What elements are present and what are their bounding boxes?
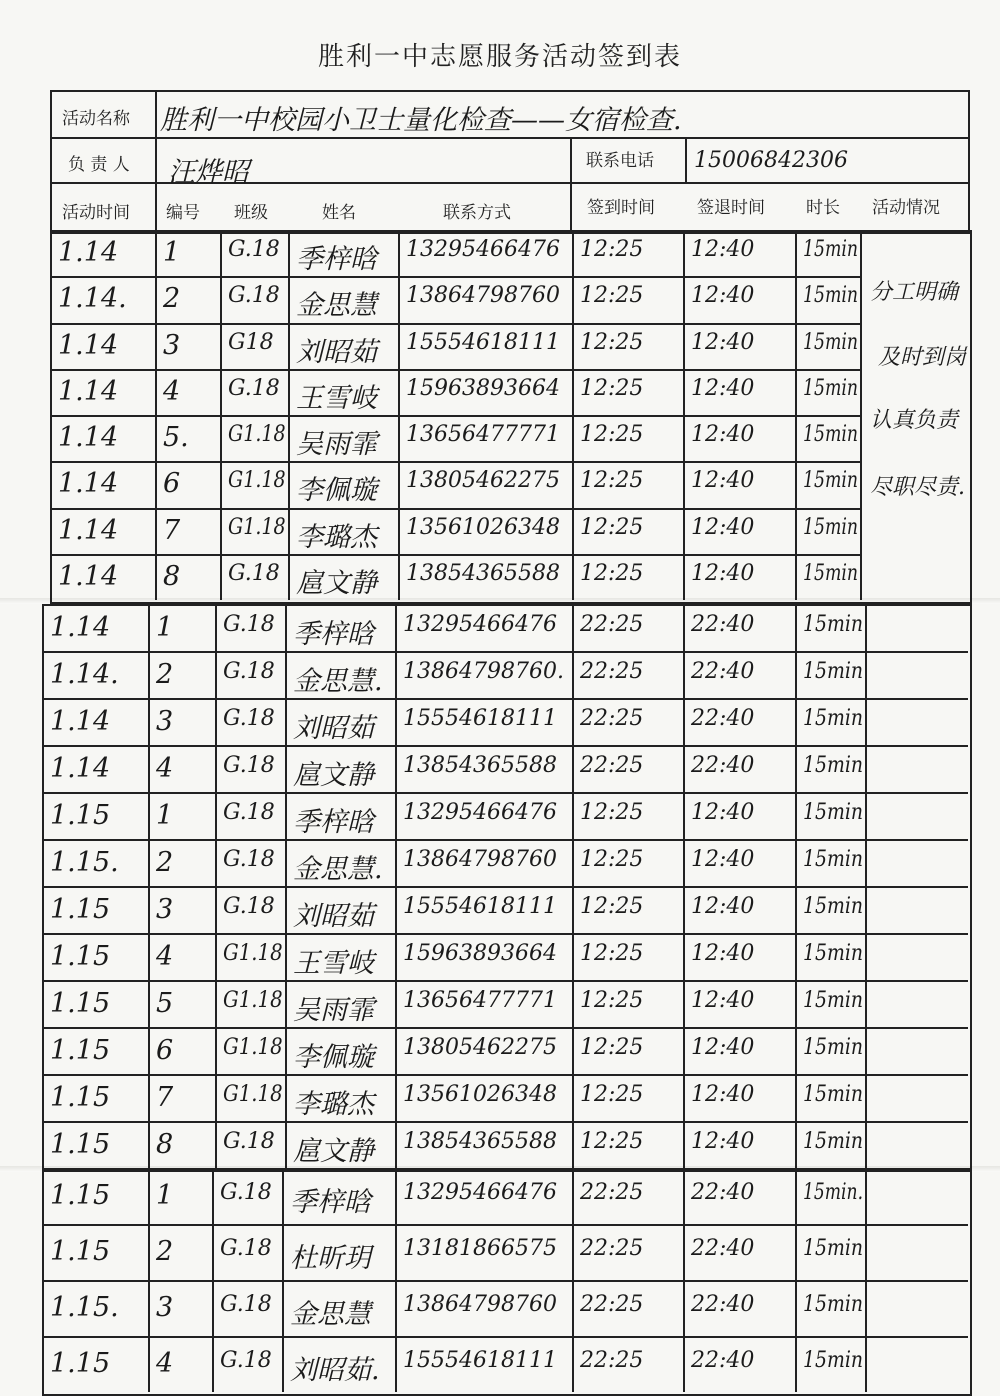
contact-cell: 13864798760 <box>403 1292 557 1317</box>
name-cell: 季梓晗 <box>290 1187 371 1218</box>
sign-in-cell: 22:25 <box>580 1236 644 1261</box>
class-cell: G.18 <box>223 846 275 872</box>
name-cell: 王雪岐 <box>293 947 374 979</box>
duration-cell: 15min <box>803 560 859 586</box>
activity-summary-line: 尽职尽责. <box>870 475 965 500</box>
class-cell: G.18 <box>220 1236 272 1261</box>
class-cell: G1.18 <box>223 1034 283 1060</box>
number-cell: 6 <box>156 1034 174 1066</box>
sign-in-cell: 12:25 <box>580 1034 644 1060</box>
contact-cell: 15554618111 <box>406 329 560 355</box>
contact-cell: 13805462275 <box>403 1034 557 1060</box>
number-cell: 4 <box>156 1348 174 1379</box>
name-cell: 季梓晗 <box>296 244 377 276</box>
sign-out-cell: 22:40 <box>691 1348 755 1373</box>
number-cell: 1 <box>156 611 174 643</box>
row-divider <box>50 554 860 556</box>
header-divider <box>50 137 968 139</box>
column-header-number: 编号 <box>166 203 200 223</box>
number-cell: 3 <box>156 893 174 925</box>
name-cell: 吴雨霏 <box>296 429 377 461</box>
column-header-duration: 时长 <box>806 198 840 218</box>
duration-cell: 15min <box>803 705 864 731</box>
name-cell: 杜昕玥 <box>290 1243 371 1274</box>
duration-cell: 15min <box>803 1081 864 1107</box>
contact-cell: 13295466476 <box>403 1180 557 1205</box>
contact-cell: 13295466476 <box>403 799 557 825</box>
column-header-name: 姓名 <box>322 203 356 223</box>
page-title: 胜利一中志愿服务活动签到表 <box>317 42 682 72</box>
duration-cell: 15min <box>803 1348 864 1373</box>
class-cell: G.18 <box>220 1348 272 1373</box>
number-cell: 1 <box>156 799 174 831</box>
row-divider <box>42 792 968 794</box>
sign-in-cell: 12:25 <box>580 940 644 966</box>
duration-cell: 15min <box>803 846 864 872</box>
row-divider <box>42 1121 968 1123</box>
sign-in-cell: 12:25 <box>580 468 644 494</box>
sign-out-cell: 12:40 <box>691 375 755 401</box>
sign-out-cell: 12:40 <box>691 846 755 872</box>
date-cell: 1.14. <box>58 283 127 315</box>
activity-summary-line: 分工明确 <box>870 280 959 305</box>
sign-in-cell: 22:25 <box>580 752 644 778</box>
class-cell: G.18 <box>223 611 275 637</box>
sign-out-cell: 12:40 <box>691 237 755 263</box>
column-header-sign-in: 签到时间 <box>587 198 655 218</box>
duration-cell: 15min <box>803 422 859 448</box>
number-cell: 1 <box>156 1180 174 1211</box>
date-cell: 1.14 <box>58 329 119 361</box>
date-cell: 1.14 <box>58 422 119 454</box>
duration-cell: 15min <box>803 611 864 637</box>
row-divider <box>42 1224 968 1226</box>
number-cell: 3 <box>163 329 181 361</box>
sign-in-cell: 12:25 <box>580 514 644 540</box>
row-divider <box>42 1336 968 1338</box>
row-divider <box>42 698 968 700</box>
sign-out-cell: 12:40 <box>691 283 755 309</box>
name-cell: 金思慧 <box>290 1299 371 1330</box>
sign-out-cell: 12:40 <box>691 893 755 919</box>
duration-cell: 15min <box>803 514 859 540</box>
contact-cell: 13295466476 <box>403 611 557 637</box>
contact-cell: 13561026348 <box>403 1081 557 1107</box>
contact-cell: 13854365588 <box>403 1128 557 1154</box>
row-divider <box>50 461 860 463</box>
name-cell: 扈文静 <box>296 567 377 599</box>
duration-cell: 15min <box>803 658 864 684</box>
class-cell: G.18 <box>228 237 280 263</box>
sign-out-cell: 12:40 <box>691 468 755 494</box>
name-cell: 金思慧 <box>296 290 377 322</box>
class-cell: G.18 <box>223 658 275 684</box>
sign-in-cell: 12:25 <box>580 846 644 872</box>
sign-in-cell: 12:25 <box>580 422 644 448</box>
sign-in-cell: 12:25 <box>580 375 644 401</box>
class-cell: G.18 <box>228 283 280 309</box>
sign-in-cell: 22:25 <box>580 658 644 684</box>
class-cell: G.18 <box>228 375 280 401</box>
contact-cell: 13656477771 <box>406 422 560 448</box>
name-cell: 刘昭茹 <box>296 336 377 368</box>
number-cell: 5 <box>156 987 174 1019</box>
duration-cell: 15min <box>803 752 864 778</box>
name-cell: 季梓晗 <box>293 806 374 838</box>
contact-cell: 13805462275 <box>406 468 560 494</box>
activity-summary-line: 及时到岗 <box>878 345 967 370</box>
contact-cell: 13295466476 <box>406 237 560 263</box>
person-label: 负 责 人 <box>68 155 130 175</box>
date-cell: 1.14 <box>58 375 119 407</box>
person-value: 汪烨昭 <box>168 157 249 188</box>
activity-summary-line: 认真负责 <box>870 408 959 433</box>
sign-out-cell: 12:40 <box>691 799 755 825</box>
class-cell: G1.18 <box>228 468 286 494</box>
name-cell: 李璐杰 <box>296 521 377 553</box>
class-cell: G.18 <box>223 752 275 778</box>
contact-cell: 15554618111 <box>403 1348 557 1373</box>
duration-cell: 15min <box>803 799 864 825</box>
duration-cell: 15min <box>803 1034 864 1060</box>
contact-cell: 13864798760 <box>406 283 560 309</box>
sign-out-cell: 12:40 <box>691 1128 755 1154</box>
sign-out-cell: 22:40 <box>691 1180 755 1205</box>
duration-cell: 15min <box>803 237 859 263</box>
sign-out-cell: 22:40 <box>691 1236 755 1261</box>
sign-out-cell: 12:40 <box>691 560 755 586</box>
row-divider <box>50 276 860 278</box>
column-header-date: 活动时间 <box>62 203 130 223</box>
row-divider <box>50 369 860 371</box>
date-cell: 1.15 <box>50 940 111 972</box>
sign-out-cell: 12:40 <box>691 422 755 448</box>
number-cell: 5. <box>163 422 189 454</box>
contact-cell: 13656477771 <box>403 987 557 1013</box>
class-cell: G18 <box>228 329 274 355</box>
date-cell: 1.14 <box>50 611 111 643</box>
date-cell: 1.15 <box>50 1348 111 1379</box>
name-cell: 刘昭茹 <box>293 900 374 932</box>
sign-out-cell: 22:40 <box>691 705 755 731</box>
contact-cell: 15554618111 <box>403 705 557 731</box>
class-cell: G1.18 <box>223 1081 283 1107</box>
date-cell: 1.15 <box>50 1081 111 1113</box>
date-cell: 1.14. <box>50 658 119 690</box>
column-header-class: 班级 <box>234 203 268 223</box>
number-cell: 1 <box>163 237 181 269</box>
number-cell: 3 <box>156 705 174 737</box>
contact-cell: 15963893664 <box>406 375 560 401</box>
name-cell: 李佩璇 <box>296 475 377 507</box>
date-cell: 1.14 <box>50 752 111 784</box>
phone-value: 15006842306 <box>694 148 848 173</box>
date-cell: 1.15 <box>50 1180 111 1211</box>
sign-out-cell: 12:40 <box>691 329 755 355</box>
column-header-sign-out: 签退时间 <box>697 198 765 218</box>
number-cell: 4 <box>156 752 174 784</box>
number-cell: 8 <box>163 560 181 592</box>
duration-cell: 15min <box>803 987 864 1013</box>
row-divider <box>42 1074 968 1076</box>
sign-out-cell: 22:40 <box>691 1292 755 1317</box>
number-cell: 6 <box>163 468 181 500</box>
sign-in-cell: 12:25 <box>580 893 644 919</box>
row-divider <box>50 415 860 417</box>
sign-out-cell: 12:40 <box>691 1081 755 1107</box>
duration-cell: 15min <box>803 329 859 355</box>
class-cell: G1.18 <box>223 987 283 1013</box>
class-cell: G.18 <box>223 705 275 731</box>
sign-out-cell: 22:40 <box>691 752 755 778</box>
duration-cell: 15min <box>803 468 859 494</box>
column-header-activity: 活动情况 <box>872 198 940 218</box>
class-cell: G.18 <box>220 1292 272 1317</box>
contact-cell: 13854365588 <box>403 752 557 778</box>
phone-label: 联系电话 <box>586 151 654 171</box>
class-cell: G1.18 <box>223 940 283 966</box>
row-divider <box>42 651 968 653</box>
row-divider <box>42 933 968 935</box>
duration-cell: 15min <box>803 1128 864 1154</box>
number-cell: 3 <box>156 1292 174 1323</box>
name-cell: 扈文静 <box>293 1135 374 1167</box>
sign-in-cell: 12:25 <box>580 1081 644 1107</box>
sign-out-cell: 12:40 <box>691 1034 755 1060</box>
row-divider <box>42 839 968 841</box>
sign-out-cell: 22:40 <box>691 611 755 637</box>
date-cell: 1.15. <box>50 846 119 878</box>
sign-out-cell: 22:40 <box>691 658 755 684</box>
sign-out-cell: 12:40 <box>691 940 755 966</box>
number-cell: 2 <box>156 658 174 690</box>
sign-in-cell: 12:25 <box>580 283 644 309</box>
row-divider <box>50 323 860 325</box>
name-cell: 李佩璇 <box>293 1041 374 1073</box>
date-cell: 1.15 <box>50 799 111 831</box>
date-cell: 1.15 <box>50 1236 111 1267</box>
sign-in-cell: 12:25 <box>580 1128 644 1154</box>
date-cell: 1.14 <box>50 705 111 737</box>
name-cell: 金思慧. <box>293 665 383 697</box>
date-cell: 1.14 <box>58 237 119 269</box>
column-divider <box>860 230 862 600</box>
number-cell: 7 <box>163 514 181 546</box>
name-cell: 李璐杰 <box>293 1088 374 1120</box>
header-divider <box>155 90 157 232</box>
row-divider <box>50 508 860 510</box>
row-divider <box>42 886 968 888</box>
sign-in-cell: 12:25 <box>580 987 644 1013</box>
name-cell: 刘昭茹. <box>290 1355 380 1386</box>
class-cell: G.18 <box>223 799 275 825</box>
date-cell: 1.14 <box>58 560 119 592</box>
row-divider <box>42 1280 968 1282</box>
date-cell: 1.15 <box>50 1128 111 1160</box>
sign-in-cell: 22:25 <box>580 1348 644 1373</box>
sign-in-cell: 12:25 <box>580 329 644 355</box>
sign-out-cell: 12:40 <box>691 987 755 1013</box>
contact-cell: 13864798760. <box>403 658 564 684</box>
number-cell: 8 <box>156 1128 174 1160</box>
date-cell: 1.14 <box>58 468 119 500</box>
sign-in-cell: 22:25 <box>580 611 644 637</box>
contact-cell: 13181866575 <box>403 1236 557 1261</box>
name-cell: 刘昭茹 <box>293 712 374 744</box>
sign-in-cell: 22:25 <box>580 705 644 731</box>
duration-cell: 15min <box>803 940 864 966</box>
name-cell: 金思慧. <box>293 853 383 885</box>
class-cell: G1.18 <box>228 422 286 448</box>
duration-cell: 15min <box>803 283 859 309</box>
date-cell: 1.14 <box>58 514 119 546</box>
number-cell: 2 <box>156 1236 174 1267</box>
class-cell: G.18 <box>223 1128 275 1154</box>
date-cell: 1.15. <box>50 1292 119 1323</box>
name-cell: 王雪岐 <box>296 382 377 414</box>
sign-in-cell: 12:25 <box>580 560 644 586</box>
number-cell: 2 <box>156 846 174 878</box>
header-divider <box>570 137 572 232</box>
sign-in-cell: 22:25 <box>580 1292 644 1317</box>
contact-cell: 15963893664 <box>403 940 557 966</box>
duration-cell: 15min. <box>803 1180 864 1205</box>
sign-in-cell: 12:25 <box>580 237 644 263</box>
contact-cell: 15554618111 <box>403 893 557 919</box>
duration-cell: 15min <box>803 375 859 401</box>
contact-cell: 13561026348 <box>406 514 560 540</box>
name-cell: 吴雨霏 <box>293 994 374 1026</box>
row-divider <box>42 745 968 747</box>
row-divider <box>42 1027 968 1029</box>
number-cell: 7 <box>156 1081 174 1113</box>
name-cell: 季梓晗 <box>293 618 374 650</box>
sign-in-cell: 12:25 <box>580 799 644 825</box>
sign-out-cell: 12:40 <box>691 514 755 540</box>
class-cell: G1.18 <box>228 514 286 540</box>
date-cell: 1.15 <box>50 1034 111 1066</box>
header-divider <box>685 137 687 182</box>
number-cell: 4 <box>156 940 174 972</box>
activity-name-value: 胜利一中校园小卫士量化检查——女宿检查. <box>160 105 682 136</box>
sign-in-cell: 22:25 <box>580 1180 644 1205</box>
class-cell: G.18 <box>228 560 280 586</box>
name-cell: 扈文静 <box>293 759 374 791</box>
date-cell: 1.15 <box>50 893 111 925</box>
date-cell: 1.15 <box>50 987 111 1019</box>
contact-cell: 13854365588 <box>406 560 560 586</box>
class-cell: G.18 <box>220 1180 272 1205</box>
contact-cell: 13864798760 <box>403 846 557 872</box>
duration-cell: 15min <box>803 893 864 919</box>
column-header-contact: 联系方式 <box>443 203 511 223</box>
row-divider <box>42 980 968 982</box>
duration-cell: 15min <box>803 1292 864 1317</box>
class-cell: G.18 <box>223 893 275 919</box>
number-cell: 2 <box>163 283 181 315</box>
duration-cell: 15min <box>803 1236 864 1261</box>
activity-name-label: 活动名称 <box>62 109 130 129</box>
number-cell: 4 <box>163 375 181 407</box>
